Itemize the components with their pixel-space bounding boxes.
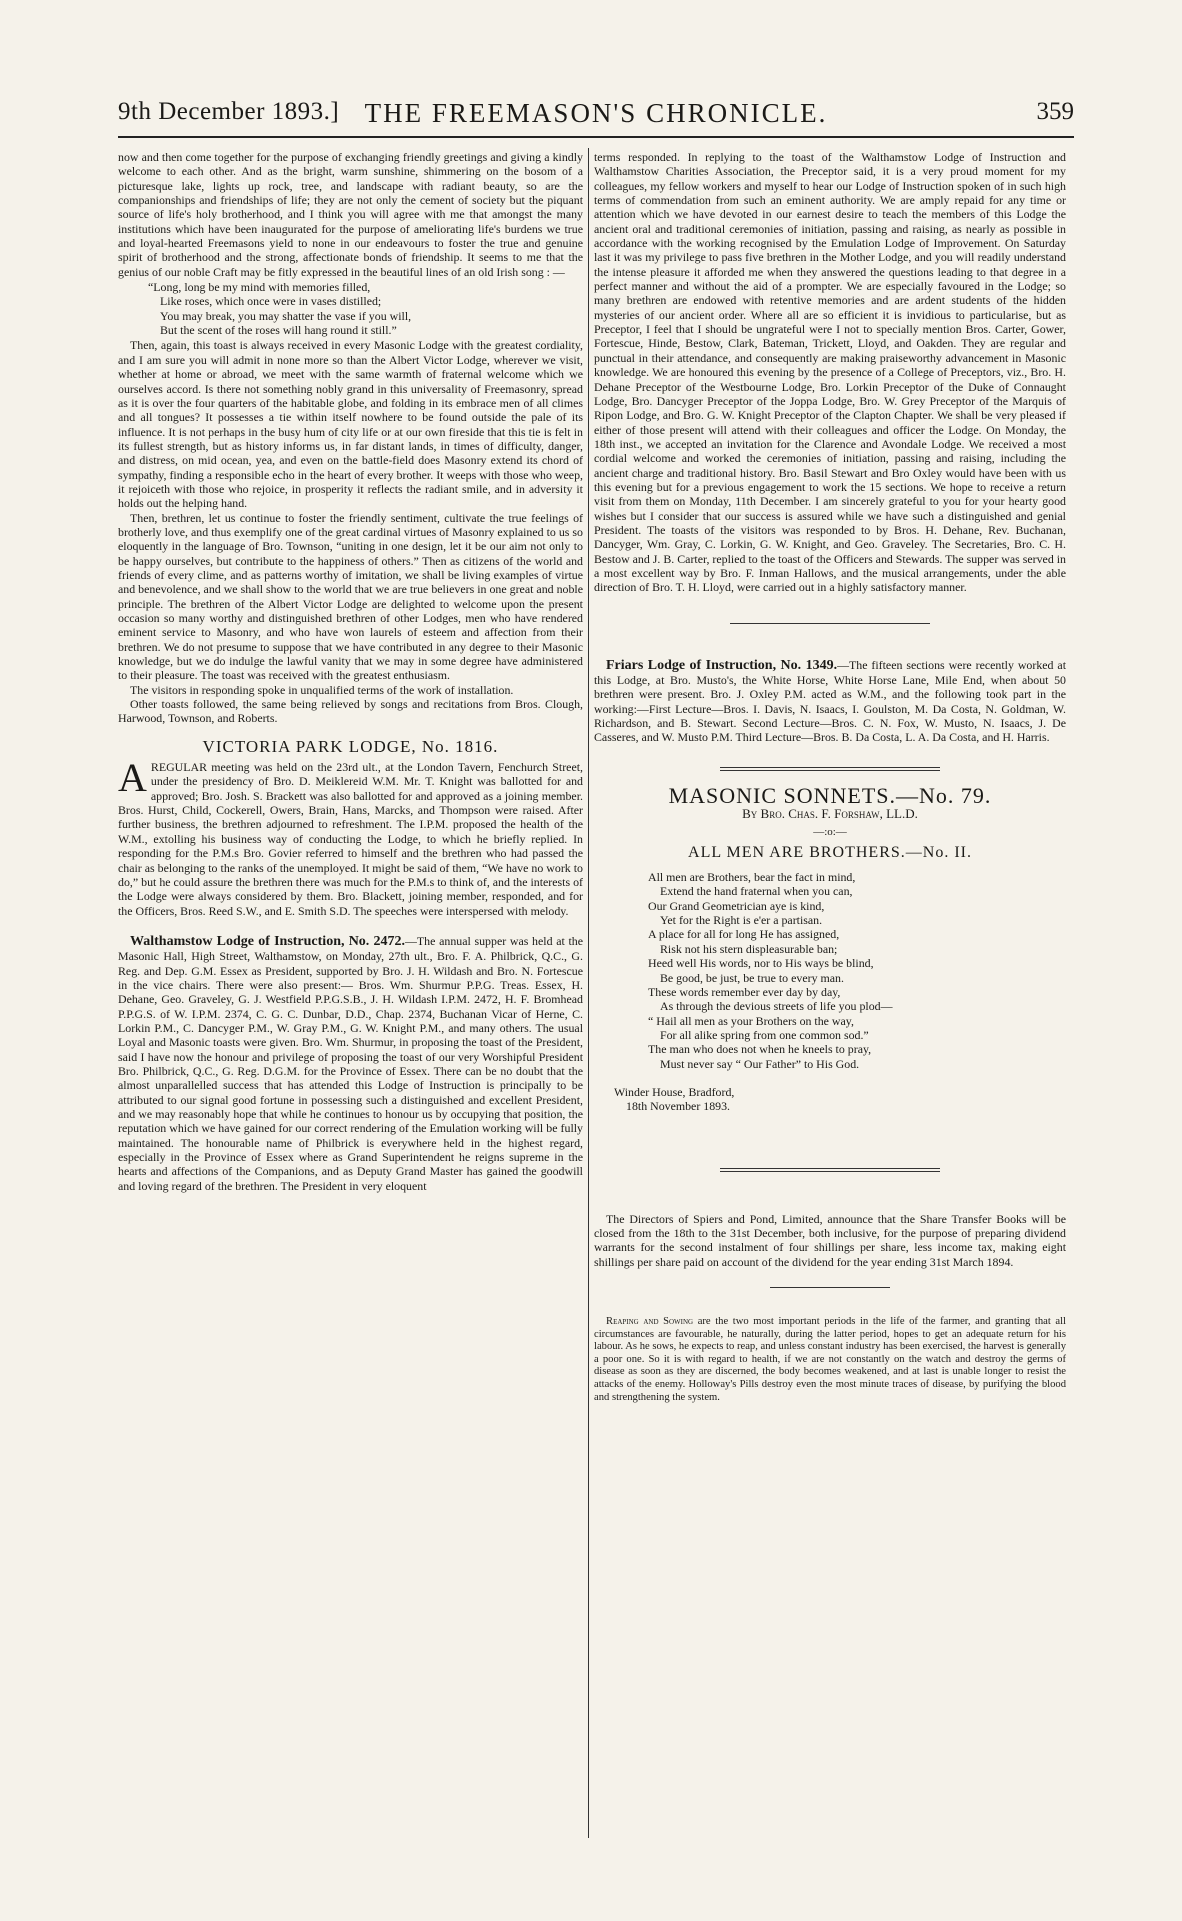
- right-column: [594, 150, 1066, 1404]
- header-page-number: 359: [1036, 98, 1074, 125]
- poem-signoff: [614, 1085, 1066, 1114]
- walthamstow-text: —The annual supper was held at the Masonic Hall, High Street, Walthamstow, on Monday, 27th ult., Bro. F. A. Philbrick, Q.C., G. Reg. and Dep. G.M. Essex as President, supported by Bro. J. H. Wildash and Bro. N. Fortescue in the vice chairs. There were also present:— Bros. Wm. Shurmur P.P.G. Treas. Essex, H. Dehane, Geo. Graveley, G. J. Westfield P.P.G.S.B., J. H. Wildash I.P.M. 2472, H. F. Bromhead P.P.G.S. of W. I.P.M. 2374, C. G. C. Dunbar, D.D., Chap. 2374, Buchanan Vicar of Herne, C. Lorkin P.M., C. Dancyger P.M., W. Gray P.M., G. W. Knight P.M., and many others. The usual Loyal and Masonic toasts were given. Bro. Wm. Shurmur, in proposing the toast of the President, said I have now the honour and privilege of proposing the toast of our very Worshipful President Bro. Philbrick, Q.C., G. Reg. D.G.M. for the Province of Essex. There can be no doubt that the almost unparallelled success that has attended this Lodge of Instruction is principally to be attributed to our signal good fortune in possessing such a distinguished and excellent President, and we may reasonably hope that while he continues to honour us by occupying that position, the reputation which we have gained for our correct rendering of the Emulation working will be fully maintained. The honourable name of Philbrick is everywhere held in the highest regard, especially in the Province of Essex where as Grand Superintendent he reigns supreme in the hearts and affections of the Companions, and as Deputy Grand Master has gained the goodwill and loving regard of the brethren. The President in very eloquent: [118, 933, 583, 1193]
- poem-line: Heed well His words, nor to His ways be blind,: [648, 956, 874, 971]
- section-double-rule: [720, 1168, 940, 1172]
- brotherly-love-paragraph: Then, brethren, let us continue to foster the friendly sentiment, cultivate the true feelings of brotherly love, and thus exemplify one of the great cardinal virtues of Masonry explained to us so eloquently in the language of Bro. Townson, “uniting in one design, let it be our aim not only to be happy ourselves, but contribute to the happiness of others.” Then as citizens of the world and friends of every clime, and as patterns worthy of imitation, we shall be living examples of virtue and benevolence, and we shall show to the world that we are true believers in one great and noble principle. The brethren of the Albert Victor Lodge are delighted to welcome upon the present occasion so many worthy and distinguished brethren of other Lodges, men who have rendered eminent service to Masonry, and who have won laurels of esteem and affection from their brethren. We do not presume to suppose that we have contributed in any degree to their Masonic knowledge, but we do indulge the lawful vanity that we may in some degree have administered to their pleasure. The toast was received with the greatest enthusiasm.: [118, 510, 583, 683]
- toast-speech-paragraph: now and then come together for the purpose of exchanging friendly greetings and giving a kindly welcome to each other. And as the bright, warm sunshine, shimmering on the bosom of a picturesque lake, lights up rock, tree, and landscape with radiant beauty, so are the companionships and friendships of life; they are not only the cement of society but the piquant source of life's holy brotherhood, and I think you will agree with me that amongst the many institutions which have been inaugurated for the purpose of ameliorating life's burdens we true and loyal-hearted Freemasons yield to none in our endeavours to foster the true and genuine spirit of brotherhood and the strong, affectionate bonds of friendship. It seems to me that the genius of our noble Craft may be fitly expressed in the beautiful lines of an old Irish song : —: [118, 150, 583, 279]
- holloway-lead: Reaping and Sowing: [606, 1315, 694, 1327]
- poem-line: For all alike spring from one common sod.”: [660, 1027, 869, 1042]
- poem-line: These words remember ever day by day,: [648, 984, 841, 999]
- poem-title: ALL MEN ARE BROTHERS.—No. II.: [688, 843, 972, 861]
- poem-line: Risk not his stern displeasurable ban;: [660, 941, 838, 956]
- verse-line: Like roses, which once were in vases distilled;: [160, 294, 382, 309]
- section-rule: [770, 1287, 890, 1288]
- poem-line: Be good, be just, be true to every man.: [660, 970, 844, 985]
- poem-line: “ Hail all men as your Brothers on the way,: [648, 1013, 854, 1028]
- drop-cap: A: [118, 755, 147, 801]
- victoria-park-heading: VICTORIA PARK LODGE, No. 1816.: [202, 736, 499, 756]
- signoff-date: 18th November 1893.: [626, 1099, 731, 1114]
- holloway-advertisement: [594, 1316, 1066, 1404]
- poem-line: The man who does not when he kneels to pray,: [648, 1042, 872, 1057]
- column-divider: [588, 148, 589, 1838]
- sonnets-byline: By Bro. Chas. F. Forshaw, LL.D.: [742, 806, 918, 822]
- poem-line: As through the devious streets of life you plod—: [660, 999, 893, 1014]
- poem-line: Our Grand Geometrician aye is kind,: [648, 898, 825, 913]
- victoria-park-report: [118, 755, 583, 918]
- other-toasts-paragraph: Other toasts followed, the same being relieved by songs and recitations from Bros. Clough, Harwood, Townson, and Roberts.: [118, 697, 583, 726]
- holloway-text: are the two most important periods in the life of the farmer, and granting that all circumstances are favourable, he naturally, during the latter period, hopes to get an adequate return for his labour. As he sows, he expects to reap, and unless constant industry has been exercised, the harvest is generally a poor one. So it is with regard to health, if we are not constantly on the watch and destroy the germs of disease as soon as they are discerned, the body becomes weakened, and at last is unable longer to resist the attacks of the enemy. Holloway's Pills destroy even the most minute traces of disease, by purifying the blood and strengthening the system.: [594, 1315, 1066, 1403]
- friars-heading: Friars Lodge of Instruction, No. 1349.: [606, 657, 838, 673]
- header-date: 9th December 1893.]: [118, 98, 340, 125]
- left-column: [118, 150, 583, 1193]
- poem-line: Extend the hand fraternal when you can,: [660, 884, 853, 899]
- verse-line: You may break, you may shatter the vase if you will,: [160, 308, 412, 323]
- poem-line: Must never say “ Our Father” to His God.: [660, 1056, 860, 1071]
- header-title: THE FREEMASON'S CHRONICLE.: [364, 98, 828, 128]
- universality-paragraph: Then, again, this toast is always received in every Masonic Lodge with the greatest cordiality, and I am sure you will admit in none more so than the Albert Victor Lodge, wherever we visit, whether at home or abroad, we meet with the same warmth of fraternal welcome which we ourselves accord. Is there not something nobly grand in this universality of Freemasonry, spread as it is over the four quarters of the habitable globe, and folding in its embrace men of all climes and all tongues? It possesses a tie within itself nowhere to be found outside the pale of its influence. It is not perhaps in the busy hum of city life or at our own fireside that this tie is felt in its fullest strength, but as history informs us, in far distant lands, in times of difficulty, danger, and distress, on mid ocean, yea, and even on the battle-field does Masonry extend its chord of sympathy, finding a responsible echo in the heart of every brother. It weeps with those who weep, it rejoiceth with those who rejoice, in prosperity it reflects the radiant smile, and in adversity it holds out the helping hand.: [118, 338, 583, 511]
- friars-report: [594, 658, 1066, 745]
- sonnet-poem: [648, 870, 1066, 1071]
- walthamstow-report: [118, 934, 583, 1193]
- victoria-park-text: REGULAR meeting was held on the 23rd ult., at the London Tavern, Fenchurch Street, under the presidency of Bro. D. Meiklereid W.M. Mr. T. Knight was ballotted for and approved; Bro. Josh. S. Brackett was also ballotted for and approved as a joining member. Bros. Hurst, Child, Cockerell, Owers, Brain, Hans, Marcks, and Thompson were raised. After further business, the brethren adjourned to refreshment. The I.P.M. proposed the health of the W.M., extolling his business way of conducting the Lodge, to which he briefly replied. In responding for the P.M.s Bro. Govier referred to himself and the brethren who had passed the chair as belonging to the ranks of the unemployed. It might be said of them, “We have no work to do,” but he could assure the brethren there was much for the P.M.s to think of, and the interests of the Lodge were always considered by them. Bro. Blackett, joining member, responded, and for the Officers, Bros. Reed S.W., and E. Smith S.D. The speeches were interspersed with melody.: [118, 760, 583, 918]
- walthamstow-continued: terms responded. In replying to the toast of the Walthamstow Lodge of Instruction and Walthamstow Charities Association, the Preceptor said, it is a very proud moment for my colleagues, my fellow workers and myself to hear our Lodge of Instruction spoken of in such high terms of commendation from such an eminent authority. We are amply repaid for any time or attention which we have devoted in our earnest desire to teach the members of this Lodge the ancient oral and traditional ceremonies of initiation, passing and raising, as nearly as possible in accordance with the working recognised by the Emulation Lodge of Improvement. On Saturday last it was my privilege to pass five brethren in the Mother Lodge, and you will readily understand the intense pleasure it afforded me when they answered the questions leading to that degree in a perfect manner and without the aid of a prompter. We are especially favoured in the Lodge; so many brethren are endowed with retentive memories and are ardent students of the hidden mysteries of our ancient order. Where all are so efficient it is invidious to particularise, but as Preceptor, I feel that I should be ungrateful were I not to specially mention Bros. Carter, Gower, Fortescue, Hinde, Bestow, Clark, Bateman, Trickett, Lloyd, and Oakden. They are regular and punctual in their attendance, and consequently are making praiseworthy advancement in Masonic knowledge. We are honoured this evening by the presence of a College of Preceptors, viz., Bro. H. Dehane Preceptor of the Westbourne Lodge, Bro. Lorkin Preceptor of the Duke of Connaught Lodge, Bro. Dancyger Preceptor of the Joppa Lodge, Bro. W. Grey Preceptor of the Marquis of Ripon Lodge, and Bro. G. W. Knight Preceptor of the Clapton Chapter. We shall be very pleased if either of those present will attend with their colleagues and officer the Lodge. On Monday, the 18th inst., we accepted an invitation for the Clarence and Avondale Lodge. We received a most cordial welcome and worked the ceremonies of initiation, passing and raising, including the ancient charge and traditional history. Bro. Basil Stewart and Bro Oxley would have been with us this evening but for a previous engagement to work the 15 sections. We hope to receive a return visit from them on Monday, 11th December. I am sincerely grateful to you for your hearty good wishes but I consider that our success is assured while we have such a distinguished and genial President. The toasts of the visitors was responded to by Bros. H. Dehane, Rev. Buchanan, Dancyger, Wm. Gray, C. Lorkin, G. W. Knight, and Geo. Graveley. The Secretaries, Bro. C. H. Bestow and J. B. Carter, replied to the toast of the Officers and Stewards. The supper was served in a most excellent way by Bro. F. Inman Hallows, and the musical arrangements, under the able direction of Bro. T. H. Lloyd, were carried out in a highly satisfactory manner.: [594, 150, 1066, 595]
- spiers-pond-notice: The Directors of Spiers and Pond, Limited, announce that the Share Transfer Books will be closed from the 18th to the 31st December, both inclusive, for the purpose of preparing dividend warrants for the second instalment of four shillings per share, less income tax, making eight shillings per share paid on account of the dividend for the year ending 31st March 1894.: [594, 1211, 1066, 1269]
- poem-line: Yet for the Right is e'er a partisan.: [660, 913, 823, 928]
- poem-line: A place for all for long He has assigned,: [648, 927, 840, 942]
- section-double-rule: [720, 767, 940, 771]
- irish-song-verse: [148, 280, 583, 337]
- verse-line: “Long, long be my mind with memories filled,: [148, 280, 371, 295]
- visitors-paragraph: The visitors in responding spoke in unqualified terms of the work of installation.: [130, 682, 514, 697]
- poem-line: All men are Brothers, bear the fact in mind,: [648, 870, 856, 885]
- sonnets-separator: —:o:—: [813, 826, 847, 839]
- verse-line: But the scent of the roses will hang round it still.”: [160, 323, 397, 338]
- sonnets-heading: MASONIC SONNETS.—No. 79.: [668, 782, 992, 808]
- signoff-place: Winder House, Bradford,: [614, 1084, 735, 1099]
- section-rule: [730, 623, 930, 624]
- page-header: [118, 98, 1074, 138]
- friars-text: —The fifteen sections were recently worked at this Lodge, at Bro. Musto's, the White Horse, White Horse Lane, Mile End, when about 50 brethren were present. Bro. J. Oxley P.M. acted as W.M., and the following took part in the working:—First Lecture—Bros. I. Davis, N. Isaacs, I. Goulston, M. Da Costa, N. Goldman, W. Richardson, and B. Stewart. Second Lecture—Bros. C. N. Fox, W. Musto, N. Isaacs, J. De Casseres, and W. Musto P.M. Third Lecture—Bros. B. Da Costa, L. A. Da Costa, and H. Harris.: [594, 657, 1066, 745]
- walthamstow-heading: Walthamstow Lodge of Instruction, No. 2472.: [130, 933, 406, 949]
